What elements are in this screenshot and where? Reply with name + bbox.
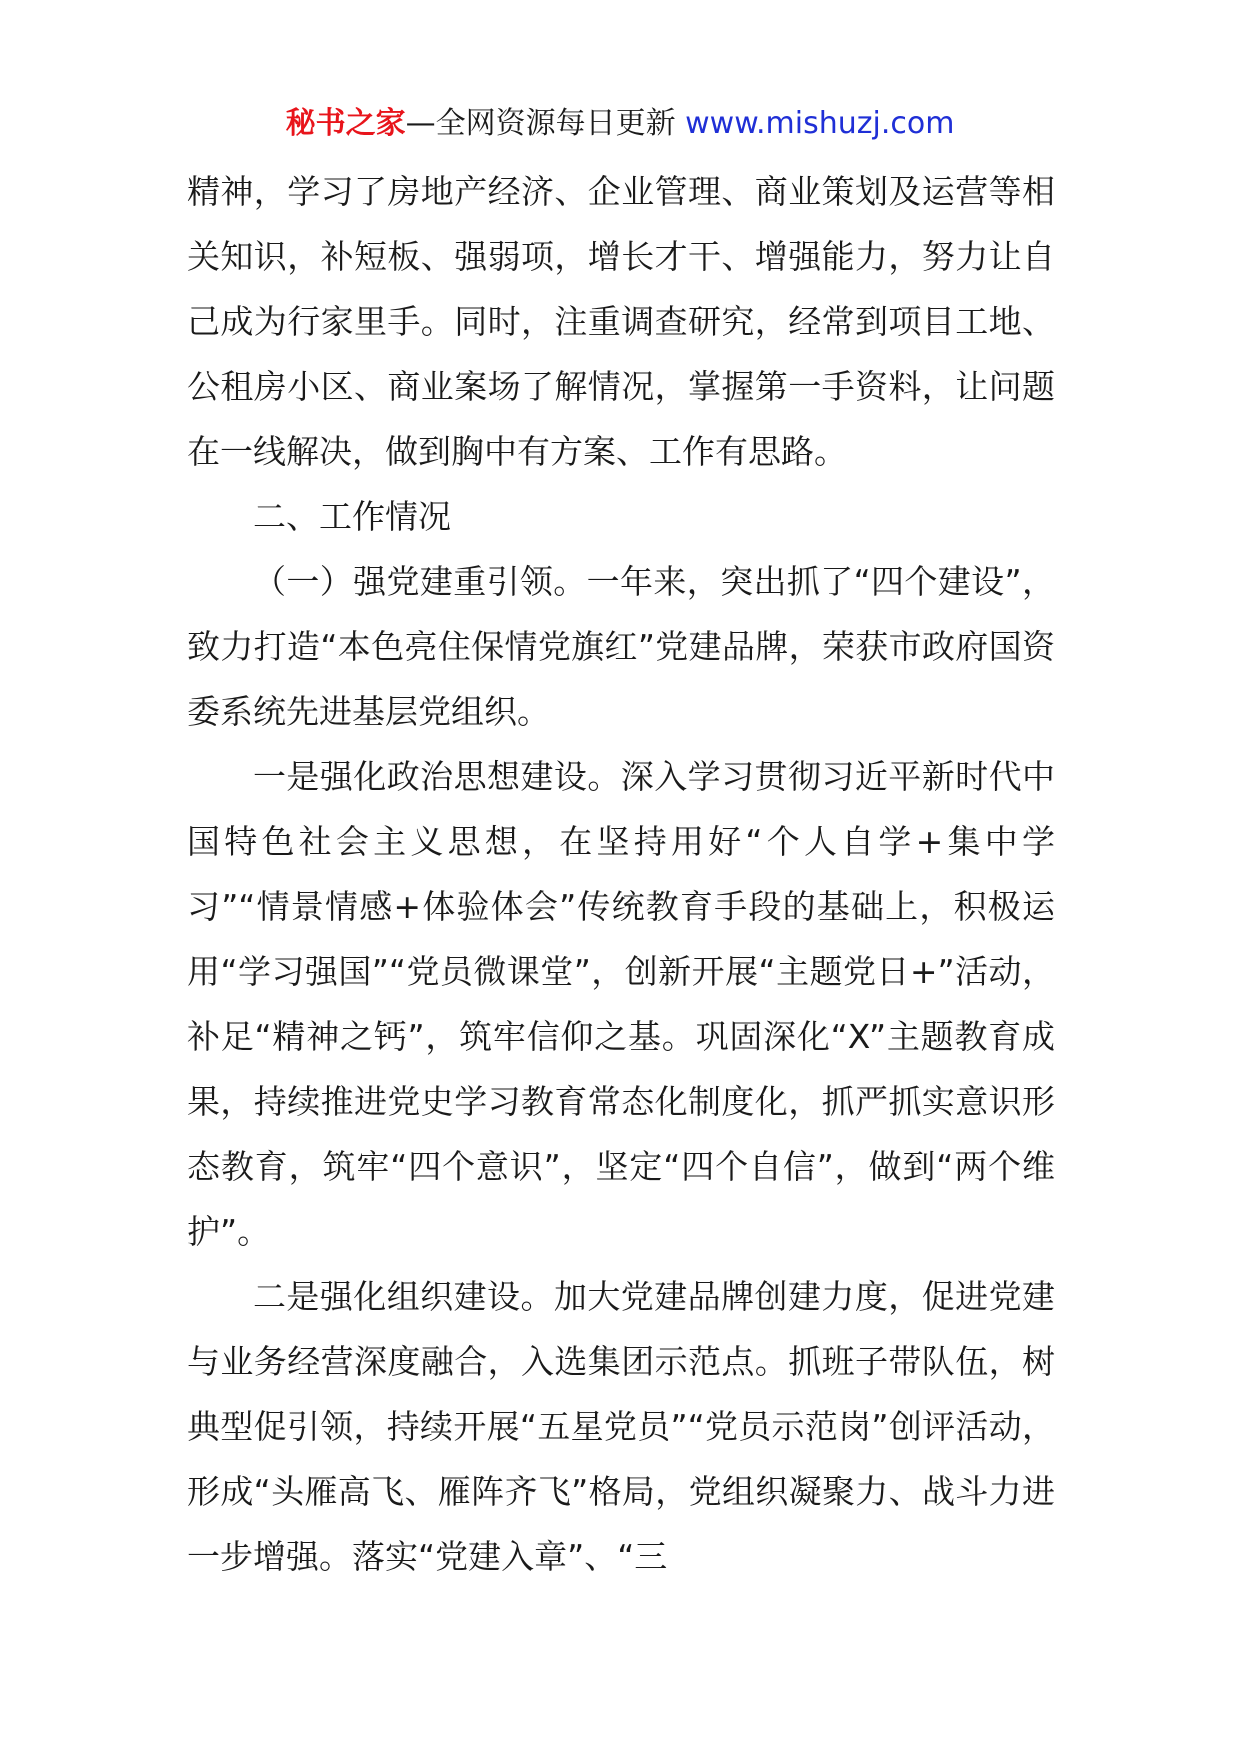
subsection-party-building: （一）强党建重引领。一年来，突出抓了“四个建设”，致力打造“本色亮住保情党旗红”党建品牌，荣获市政府国资委系统先进基层党组织。 — [187, 562, 1055, 731]
website-url[interactable]: www.mishuzj.com — [685, 106, 955, 141]
paragraph-continuation: 精神，学习了房地产经济、企业管理、商业策划及运营等相关知识，补短板、强弱项，增长才干、增强能力，努力让自己成为行家里手。同时，注重调查研究，经常到项目工地、公租房小区、商业案场了解情况，掌握第一手资料，让问题在一线解决，做到胸中有方案、工作有思路。 — [187, 172, 1055, 471]
brand-name: 秘书之家 — [285, 106, 406, 141]
paragraph-organization-building: 二是强化组织建设。加大党建品牌创建力度，促进党建与业务经营深度融合，入选集团示范点。抓班子带队伍，树典型促引领，持续开展“五星党员”“党员示范岗”创评活动，形成“头雁高飞、雁阵齐飞”格局，党组织凝聚力、战斗力进一步增强。落实“党建入章”、“三 — [187, 1277, 1055, 1576]
paragraph-political-ideology: 一是强化政治思想建设。深入学习贯彻习近平新时代中国特色社会主义思想，在坚持用好“个人自学+集中学习”“情景情感+体验体会”传统教育手段的基础上，积极运用“学习强国”“党员微课堂”，创新开展“主题党日+”活动，补足“精神之钙”，筑牢信仰之基。巩固深化“X”主题教育成果，持续推进党史学习教育常态化制度化，抓严抓实意识形态教育，筑牢“四个意识”，坚定“四个自信”，做到“两个维护”。 — [187, 757, 1055, 1251]
section-heading-work-status: 二、工作情况 — [253, 497, 451, 536]
document-body — [187, 159, 1055, 1589]
site-header — [0, 100, 1240, 148]
header-slogan: —全网资源每日更新 — [405, 106, 686, 141]
